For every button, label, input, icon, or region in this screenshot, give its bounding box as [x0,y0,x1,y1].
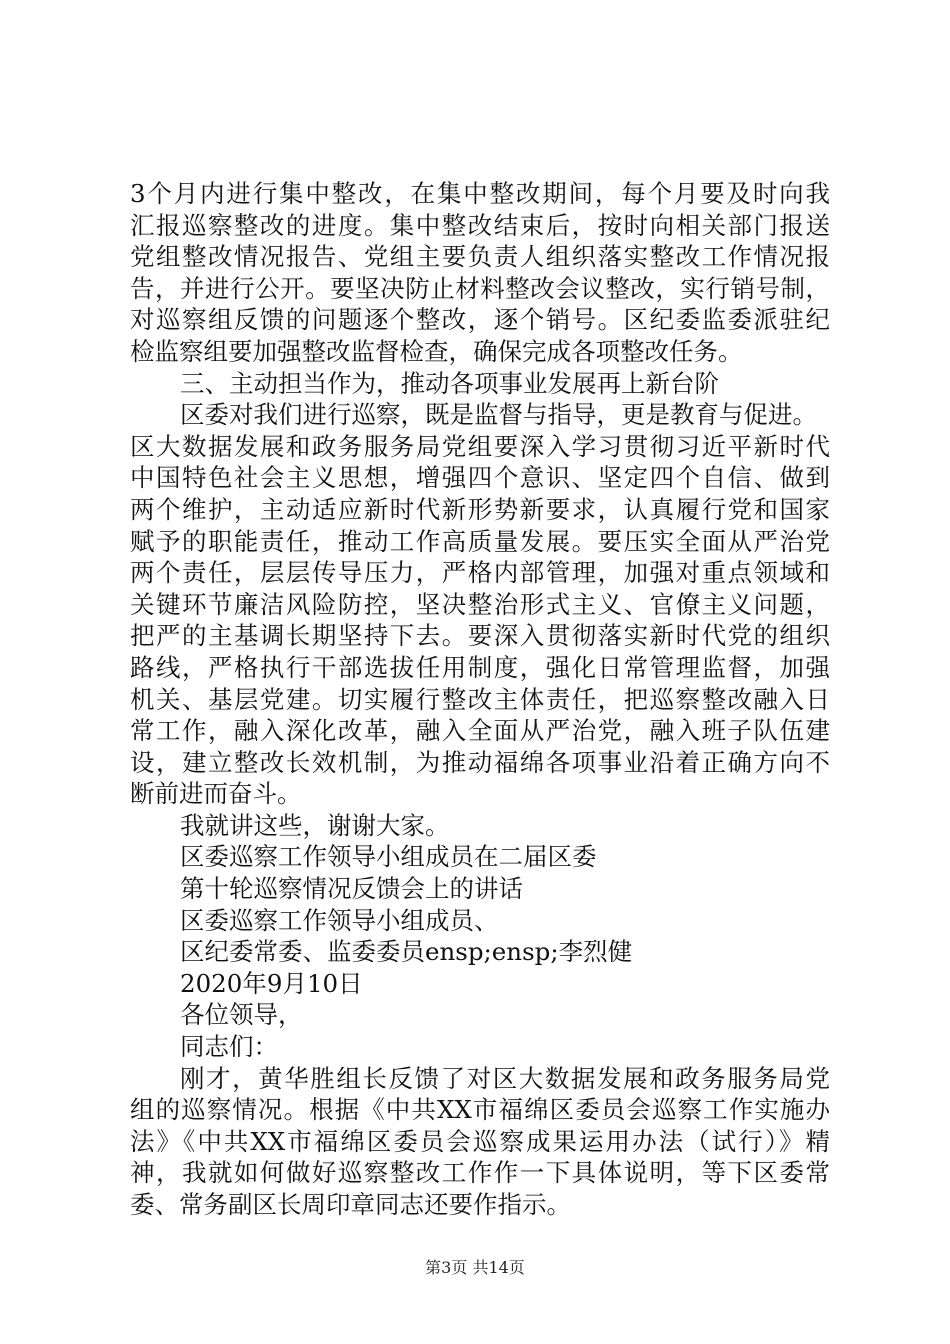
text-line: 设，建立整改长效机制，为推动福绵各项事业沿着正确方向不 [130,747,830,777]
text-line: 两个责任，层层传导压力，严格内部管理，加强对重点领域和 [130,558,830,588]
text-line: 委、常务副区长周印章同志还要作指示。 [130,1190,571,1219]
text-line: 路线，严格执行干部选拔任用制度，强化日常管理监督，加强 [130,652,830,682]
text-line: 检监察组要加强整改监督检查，确保完成各项整改任务。 [130,336,743,366]
text-line: 告，并进行公开。要坚决防止材料整改会议整改，实行销号制， [130,273,830,303]
speech-title-line: 区委巡察工作领导小组成员在二届区委 [180,842,597,872]
page-number-footer: 第3页 共14页 [425,1258,525,1277]
text-line: 机关、基层党建。切实履行整改主体责任，把巡察整改融入日 [130,684,830,714]
text-line: 赋予的职能责任，推动工作高质量发展。要压实全面从严治党 [130,526,830,556]
text-line: 组的巡察情况。根据《中共XX市福绵区委员会巡察工作实施办 [130,1095,830,1125]
section-heading: 三、主动担当作为，推动各项事业发展再上新台阶 [180,368,719,398]
text-line: 法》《中共XX市福绵区委员会巡察成果运用办法（试行）》精 [130,1126,830,1156]
text-line: 区委对我们进行巡察，既是监督与指导，更是教育与促进。 [180,400,817,430]
salutation-line: 同志们： [180,1032,278,1062]
text-line: 党组整改情况报告、党组主要负责人组织落实整改工作情况报 [130,242,830,272]
salutation-line: 各位领导， [180,1000,303,1030]
text-line: 汇报巡察整改的进度。集中整改结束后，按时向相关部门报送 [130,210,830,240]
text-line: 3个月内进行集中整改，在集中整改期间，每个月要及时向我 [130,179,830,208]
text-line: 区大数据发展和政务服务局党组要深入学习贯彻习近平新时代 [130,431,830,461]
text-line: 常工作，融入深化改革，融入全面从严治党，融入班子队伍建 [130,716,830,746]
text-line: 中国特色社会主义思想，增强四个意识、坚定四个自信、做到 [130,463,830,493]
speaker-role-line: 区委巡察工作领导小组成员、 [180,905,499,935]
document-body [130,178,830,1221]
text-line: 刚才，黄华胜组长反馈了对区大数据发展和政务服务局党 [180,1063,830,1093]
text-line: 我就讲这些，谢谢大家。 [180,810,450,840]
text-line: 把严的主基调长期坚持下去。要深入贯彻落实新时代党的组织 [130,621,830,651]
speaker-role-line: 区纪委常委、监委委员ensp;ensp;李烈健 [180,937,633,967]
text-line: 两个维护，主动适应新时代新形势新要求，认真履行党和国家 [130,494,830,524]
text-line: 对巡察组反馈的问题逐个整改，逐个销号。区纪委监委派驻纪 [130,305,830,335]
speech-title-line: 第十轮巡察情况反馈会上的讲话 [180,874,523,904]
text-line: 神，我就如何做好巡察整改工作作一下具体说明，等下区委常 [130,1158,830,1188]
text-line: 断前进而奋斗。 [130,779,302,809]
text-line: 关键环节廉洁风险防控，坚决整治形式主义、官僚主义问题， [130,589,830,619]
speech-date: 2020年9月10日 [180,968,363,998]
